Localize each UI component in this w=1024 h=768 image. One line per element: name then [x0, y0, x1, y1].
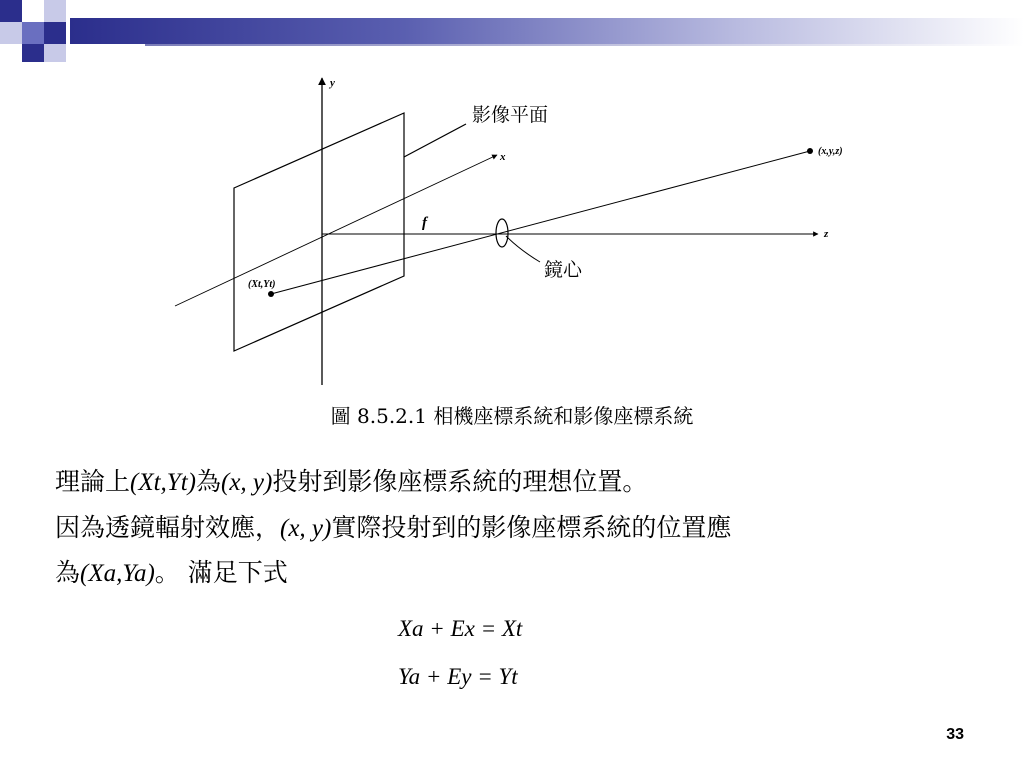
- figure-caption: 圖 8.5.2.1 相機座標系統和影像座標系統: [330, 404, 694, 428]
- y-axis-label: y: [330, 77, 335, 89]
- body-text: 為: [55, 558, 81, 587]
- body-text: 。 滿足下式: [154, 558, 288, 587]
- body-text: 因為透鏡輻射效應，: [55, 513, 281, 542]
- body-line-3: [55, 553, 288, 589]
- body-text: 實際投射到的影像座標系統的位置應: [331, 513, 732, 542]
- z-axis-label: z: [824, 228, 829, 240]
- body-text: 投射到影像座標系統的理想位置。: [272, 467, 648, 496]
- object-point-label: (x,y,z): [818, 146, 843, 157]
- body-line-1: [55, 462, 647, 498]
- x-axis-label: x: [500, 151, 506, 163]
- body-line-2: [55, 508, 731, 544]
- lens-center-label: 鏡心: [544, 259, 583, 281]
- page-number: 33: [946, 726, 964, 743]
- image-plane-label: 影像平面: [472, 104, 549, 126]
- image-plane-leader: [404, 124, 466, 157]
- projection-ray: [271, 151, 810, 294]
- image-point: [268, 291, 274, 297]
- math-coordinate: (Xa,Ya): [80, 560, 155, 587]
- body-text: 為: [195, 467, 221, 496]
- image-point-label: (Xt,Yt): [248, 279, 276, 290]
- body-text: 理論上: [55, 467, 131, 496]
- focal-length-label: f: [422, 215, 427, 231]
- equation-2: Ya + Ey = Yt: [398, 664, 518, 689]
- x-axis: [175, 155, 497, 306]
- math-coordinate: (Xt,Yt): [130, 469, 196, 496]
- equation-1: Xa + Ex = Xt: [398, 616, 523, 641]
- image-plane: [234, 113, 404, 351]
- object-point: [807, 148, 813, 154]
- lens-center-leader: [506, 236, 540, 262]
- math-coordinate: (x, y): [280, 515, 332, 542]
- math-coordinate: (x, y): [221, 469, 273, 496]
